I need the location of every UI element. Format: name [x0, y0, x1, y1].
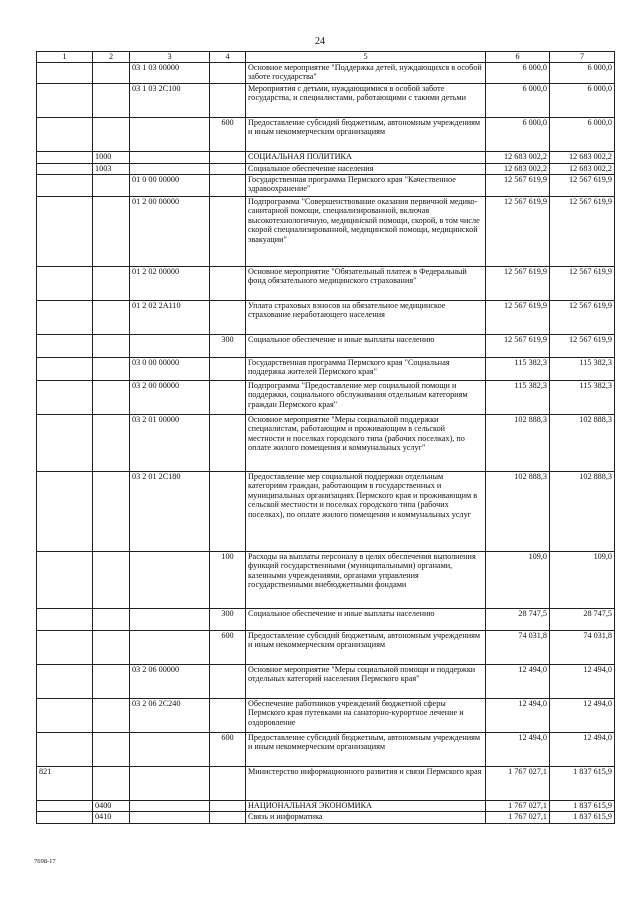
amount-year1-cell: 12 494,0 — [486, 732, 550, 766]
section-code-cell — [93, 266, 130, 300]
item-name-cell: НАЦИОНАЛЬНАЯ ЭКОНОМИКА — [246, 800, 486, 811]
amount-year1-cell: 102 888,3 — [486, 414, 550, 471]
expense-type-cell — [210, 151, 246, 163]
expense-type-cell — [210, 811, 246, 823]
item-name-cell: Основное мероприятие "Меры социальной поддержки специалистам, работающим и проживающим в сельской местности и поселках городского типа (рабочих поселках), по оплате жилого помещения и коммунальных услуг" — [246, 414, 486, 471]
amount-year2-cell: 1 837 615,9 — [550, 766, 615, 800]
table-row — [37, 698, 615, 732]
amount-year2-cell: 12 567 619,9 — [550, 334, 615, 357]
item-name-cell: Предоставление субсидий бюджетным, автономным учреждениям и иным некоммерческим организациям — [246, 117, 486, 151]
section-code-cell — [93, 117, 130, 151]
amount-year2-cell: 115 382,3 — [550, 357, 615, 380]
ministry-code-cell — [37, 380, 93, 414]
expense-type-cell — [210, 471, 246, 551]
item-name-cell: Основное мероприятие "Меры социальной помощи и поддержки отдельных категорий населения Пермского края" — [246, 664, 486, 698]
amount-year2-cell: 6 000,0 — [550, 62, 615, 83]
amount-year2-cell: 109,0 — [550, 551, 615, 608]
target-article-cell — [130, 551, 210, 608]
amount-year2-cell: 12 683 002,2 — [550, 151, 615, 163]
ministry-code-cell — [37, 800, 93, 811]
expense-type-cell — [210, 664, 246, 698]
ministry-code-cell — [37, 471, 93, 551]
section-code-cell — [93, 766, 130, 800]
amount-year2-cell: 115 382,3 — [550, 380, 615, 414]
amount-year2-cell: 1 837 615,9 — [550, 811, 615, 823]
amount-year2-cell: 12 494,0 — [550, 698, 615, 732]
amount-year1-cell: 12 683 002,2 — [486, 163, 550, 174]
amount-year2-cell: 12 494,0 — [550, 664, 615, 698]
amount-year2-cell: 12 567 619,9 — [550, 266, 615, 300]
table-row — [37, 300, 615, 334]
target-article-cell: 03 2 01 00000 — [130, 414, 210, 471]
expense-type-cell — [210, 62, 246, 83]
header-cell: 2 — [93, 52, 130, 63]
amount-year2-cell: 12 567 619,9 — [550, 196, 615, 266]
section-code-cell: 0400 — [93, 800, 130, 811]
amount-year2-cell: 12 567 619,9 — [550, 174, 615, 196]
item-name-cell: Подпрограмма "Совершенствование оказания первичной медико-санитарной помощи, специализированной, включая высокотехнологичную, медицинской помощи, скорой, в том числе скорой специализированной, медицинской помощи, медицинской эвакуации" — [246, 196, 486, 266]
section-code-cell — [93, 732, 130, 766]
section-code-cell — [93, 83, 130, 117]
target-article-cell — [130, 630, 210, 664]
expense-type-cell — [210, 266, 246, 300]
target-article-cell — [130, 766, 210, 800]
amount-year1-cell: 12 567 619,9 — [486, 174, 550, 196]
amount-year2-cell: 1 837 615,9 — [550, 800, 615, 811]
amount-year2-cell: 6 000,0 — [550, 83, 615, 117]
target-article-cell — [130, 800, 210, 811]
item-name-cell: СОЦИАЛЬНАЯ ПОЛИТИКА — [246, 151, 486, 163]
amount-year2-cell: 74 031,8 — [550, 630, 615, 664]
target-article-cell: 03 1 03 2С100 — [130, 83, 210, 117]
table-row — [37, 811, 615, 823]
ministry-code-cell — [37, 163, 93, 174]
header-cell: 7 — [550, 52, 615, 63]
item-name-cell: Министерство информационного развития и связи Пермского края — [246, 766, 486, 800]
section-code-cell — [93, 174, 130, 196]
target-article-cell: 03 2 00 00000 — [130, 380, 210, 414]
expense-type-cell: 100 — [210, 551, 246, 608]
target-article-cell: 03 0 00 00000 — [130, 357, 210, 380]
target-article-cell — [130, 151, 210, 163]
page-number: 24 — [315, 36, 325, 47]
amount-year1-cell: 109,0 — [486, 551, 550, 608]
table-row — [37, 83, 615, 117]
ministry-code-cell — [37, 414, 93, 471]
amount-year1-cell: 28 747,5 — [486, 608, 550, 630]
amount-year1-cell: 102 888,3 — [486, 471, 550, 551]
target-article-cell — [130, 811, 210, 823]
expense-type-cell — [210, 83, 246, 117]
table-row — [37, 551, 615, 608]
ministry-code-cell — [37, 630, 93, 664]
amount-year1-cell: 12 494,0 — [486, 664, 550, 698]
target-article-cell: 01 0 00 00000 — [130, 174, 210, 196]
ministry-code-cell — [37, 811, 93, 823]
target-article-cell: 03 2 06 00000 — [130, 664, 210, 698]
ministry-code-cell — [37, 266, 93, 300]
expense-type-cell — [210, 800, 246, 811]
amount-year2-cell: 28 747,5 — [550, 608, 615, 630]
target-article-cell — [130, 163, 210, 174]
ministry-code-cell: 821 — [37, 766, 93, 800]
expense-type-cell — [210, 300, 246, 334]
amount-year1-cell: 12 683 002,2 — [486, 151, 550, 163]
target-article-cell — [130, 732, 210, 766]
table-row — [37, 471, 615, 551]
ministry-code-cell — [37, 62, 93, 83]
amount-year2-cell: 102 888,3 — [550, 471, 615, 551]
section-code-cell — [93, 334, 130, 357]
table-row — [37, 414, 615, 471]
section-code-cell: 1000 — [93, 151, 130, 163]
item-name-cell: Основное мероприятие "Поддержка детей, нуждающихся в особой заботе государства" — [246, 62, 486, 83]
section-code-cell — [93, 357, 130, 380]
header-cell: 4 — [210, 52, 246, 63]
item-name-cell: Связь и информатика — [246, 811, 486, 823]
amount-year2-cell: 12 683 002,2 — [550, 163, 615, 174]
target-article-cell: 01 2 02 00000 — [130, 266, 210, 300]
header-cell: 5 — [246, 52, 486, 63]
target-article-cell: 01 2 00 00000 — [130, 196, 210, 266]
header-cell: 1 — [37, 52, 93, 63]
expense-type-cell — [210, 357, 246, 380]
table-row — [37, 163, 615, 174]
section-code-cell — [93, 630, 130, 664]
item-name-cell: Предоставление субсидий бюджетным, автономным учреждениям и иным некоммерческим организациям — [246, 732, 486, 766]
item-name-cell: Социальное обеспечение и иные выплаты населению — [246, 608, 486, 630]
section-code-cell: 0410 — [93, 811, 130, 823]
item-name-cell: Уплата страховых взносов на обязательное медицинское страхование неработающего населения — [246, 300, 486, 334]
expense-type-cell: 600 — [210, 630, 246, 664]
target-article-cell — [130, 117, 210, 151]
target-article-cell: 01 2 02 2А110 — [130, 300, 210, 334]
expense-type-cell — [210, 196, 246, 266]
table-row — [37, 664, 615, 698]
ministry-code-cell — [37, 117, 93, 151]
section-code-cell: 1003 — [93, 163, 130, 174]
amount-year1-cell: 115 382,3 — [486, 380, 550, 414]
expense-type-cell — [210, 698, 246, 732]
expense-type-cell — [210, 163, 246, 174]
item-name-cell: Предоставление мер социальной поддержки отдельным категориям граждан, работающим в государственных и муниципальных организациях Пермского края и проживающим в сельской местности и поселках городского типа (рабочих поселках), по оплате жилого помещения и коммунальных услуг — [246, 471, 486, 551]
item-name-cell: Социальное обеспечение и иные выплаты населению — [246, 334, 486, 357]
expense-type-cell — [210, 380, 246, 414]
section-code-cell — [93, 300, 130, 334]
section-code-cell — [93, 380, 130, 414]
ministry-code-cell — [37, 151, 93, 163]
ministry-code-cell — [37, 83, 93, 117]
item-name-cell: Расходы на выплаты персоналу в целях обеспечения выполнения функций государственными (муниципальными) органами, казенными учреждениями, органами управления государственными внебюджетными фондами — [246, 551, 486, 608]
table-row — [37, 630, 615, 664]
table-row — [37, 357, 615, 380]
ministry-code-cell — [37, 551, 93, 608]
amount-year1-cell: 12 567 619,9 — [486, 300, 550, 334]
amount-year2-cell: 102 888,3 — [550, 414, 615, 471]
expense-type-cell — [210, 414, 246, 471]
item-name-cell: Предоставление субсидий бюджетным, автономным учреждениям и иным некоммерческим организациям — [246, 630, 486, 664]
table-row — [37, 380, 615, 414]
table-row — [37, 196, 615, 266]
section-code-cell — [93, 608, 130, 630]
section-code-cell — [93, 664, 130, 698]
section-code-cell — [93, 471, 130, 551]
section-code-cell — [93, 414, 130, 471]
ministry-code-cell — [37, 196, 93, 266]
amount-year1-cell: 12 567 619,9 — [486, 266, 550, 300]
target-article-cell — [130, 608, 210, 630]
section-code-cell — [93, 196, 130, 266]
target-article-cell — [130, 334, 210, 357]
section-code-cell — [93, 698, 130, 732]
expense-type-cell: 600 — [210, 117, 246, 151]
expense-type-cell — [210, 766, 246, 800]
table-row — [37, 334, 615, 357]
budget-table — [36, 51, 615, 824]
table-row — [37, 732, 615, 766]
amount-year1-cell: 74 031,8 — [486, 630, 550, 664]
amount-year2-cell: 12 494,0 — [550, 732, 615, 766]
item-name-cell: Основное мероприятие "Обязательный платеж в Федеральный фонд обязательного медицинского страхования" — [246, 266, 486, 300]
amount-year1-cell: 6 000,0 — [486, 62, 550, 83]
amount-year1-cell: 6 000,0 — [486, 83, 550, 117]
item-name-cell: Государственная программа Пермского края "Социальная поддержка жителей Пермского края" — [246, 357, 486, 380]
amount-year1-cell: 12 567 619,9 — [486, 334, 550, 357]
target-article-cell: 03 1 03 00000 — [130, 62, 210, 83]
item-name-cell: Социальное обеспечение населения — [246, 163, 486, 174]
item-name-cell: Обеспечение работников учреждений бюджетной сферы Пермского края путевками на санаторно-курортное лечение и оздоровление — [246, 698, 486, 732]
expense-type-cell: 300 — [210, 608, 246, 630]
section-code-cell — [93, 62, 130, 83]
item-name-cell: Государственная программа Пермского края "Качественное здравоохранение" — [246, 174, 486, 196]
amount-year1-cell: 6 000,0 — [486, 117, 550, 151]
table-row — [37, 174, 615, 196]
header-cell: 6 — [486, 52, 550, 63]
amount-year1-cell: 12 494,0 — [486, 698, 550, 732]
footer-code: 7698-17 — [34, 858, 56, 865]
amount-year1-cell: 12 567 619,9 — [486, 196, 550, 266]
ministry-code-cell — [37, 357, 93, 380]
ministry-code-cell — [37, 300, 93, 334]
table-row — [37, 266, 615, 300]
table-row — [37, 117, 615, 151]
item-name-cell: Подпрограмма "Предоставление мер социальной помощи и поддержки, социального обслуживания отдельным категориям граждан Пермского края" — [246, 380, 486, 414]
expense-type-cell: 600 — [210, 732, 246, 766]
ministry-code-cell — [37, 334, 93, 357]
table-row — [37, 608, 615, 630]
header-cell: 3 — [130, 52, 210, 63]
table-row — [37, 800, 615, 811]
ministry-code-cell — [37, 732, 93, 766]
amount-year1-cell: 1 767 027,1 — [486, 766, 550, 800]
expense-type-cell — [210, 174, 246, 196]
amount-year2-cell: 6 000,0 — [550, 117, 615, 151]
table-row — [37, 766, 615, 800]
section-code-cell — [93, 551, 130, 608]
amount-year1-cell: 1 767 027,1 — [486, 811, 550, 823]
ministry-code-cell — [37, 174, 93, 196]
target-article-cell: 03 2 06 2С240 — [130, 698, 210, 732]
ministry-code-cell — [37, 664, 93, 698]
amount-year2-cell: 12 567 619,9 — [550, 300, 615, 334]
ministry-code-cell — [37, 698, 93, 732]
table-row — [37, 62, 615, 83]
ministry-code-cell — [37, 608, 93, 630]
table-row — [37, 151, 615, 163]
item-name-cell: Мероприятия с детьми, нуждающимися в особой заботе государства, и специалистами, работающими с такими детьми — [246, 83, 486, 117]
target-article-cell: 03 2 01 2С180 — [130, 471, 210, 551]
amount-year1-cell: 115 382,3 — [486, 357, 550, 380]
expense-type-cell: 300 — [210, 334, 246, 357]
amount-year1-cell: 1 767 027,1 — [486, 800, 550, 811]
header-row — [37, 52, 615, 63]
